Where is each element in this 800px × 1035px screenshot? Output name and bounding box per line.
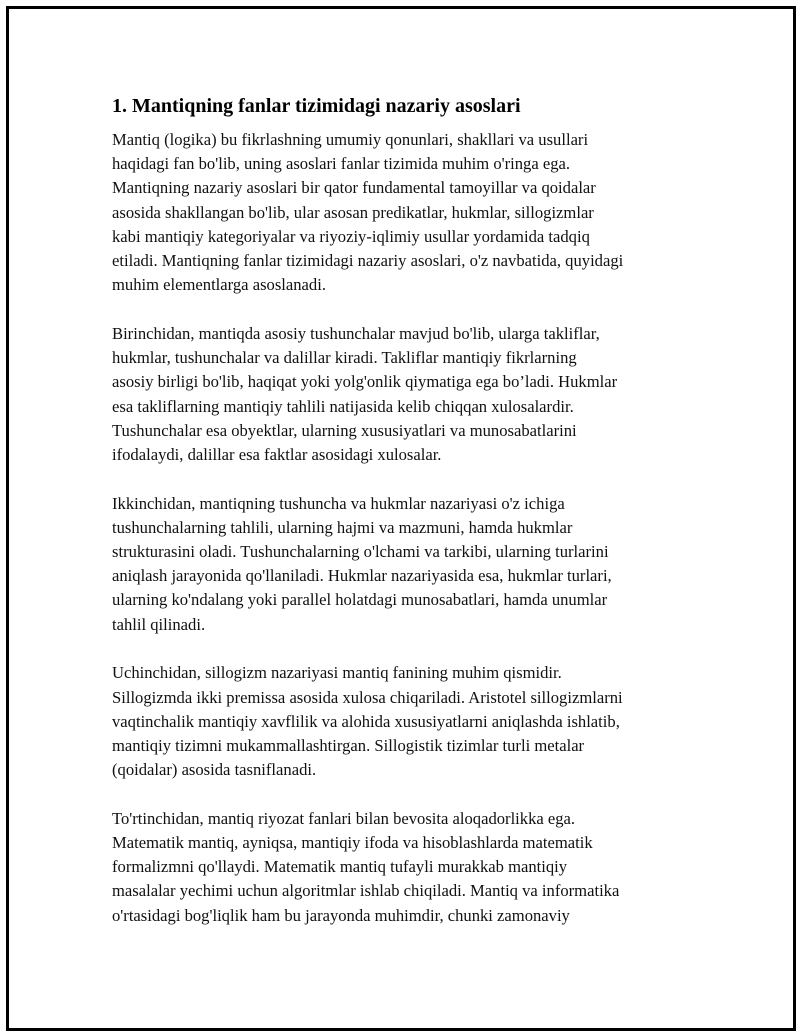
text-line: (qoidalar) asosida tasniflanadi.: [112, 760, 317, 780]
text-line: Mantiq (logika) bu fikrlashning umumiy qonunlari, shakllari va usullari: [112, 130, 589, 149]
text-line: hukmlar, tushunchalar va dalillar kiradi. Takliflar mantiqiy fikrlarning: [112, 348, 577, 368]
text-line: tahlil qilinadi.: [112, 614, 206, 634]
text-line: mantiqiy tizimni mukammallashtirgan. Sillogistik tizimlar turli metalar: [112, 735, 585, 755]
text-line: Birinchidan, mantiqda asosiy tushunchalar mavjud bo'lib, ularga takliflar,: [112, 323, 600, 343]
text-line: aniqlash jarayonida qo'llaniladi. Hukmlar nazariyasida esa, hukmlar turlari,: [112, 566, 612, 586]
text-line: ifodalaydi, dalillar esa faktlar asosidagi xulosalar.: [112, 444, 442, 464]
text-line: vaqtinchalik mantiqiy xavflilik va alohida xususiyatlarni aniqlashda ishlatib,: [112, 711, 620, 731]
text-line: etiladi. Mantiqning fanlar tizimidagi nazariy asoslari, o'z navbatida, quyidagi: [112, 251, 624, 271]
paragraph-second: [112, 492, 692, 637]
text-line: Sillogizmda ikki premissa asosida xulosa chiqariladi. Aristotel sillogizmlarni: [112, 687, 623, 707]
text-line: Matematik mantiq, ayniqsa, mantiqiy ifoda va hisoblashlarda matematik: [112, 833, 593, 853]
text-line: haqidagi fan bo'lib, uning asoslari fanlar tizimida muhim o'ringa ega.: [112, 154, 571, 174]
paragraph-third: [112, 661, 692, 782]
text-line: asosiy birligi bo'lib, haqiqat yoki yolg'onlik qiymatiga ega bo’ladi. Hukmlar: [112, 372, 618, 392]
text-line: tushunchalarning tahlili, ularning hajmi va mazmuni, hamda hukmlar: [112, 517, 573, 537]
text-line: Tushunchalar esa obyektlar, ularning xususiyatlari va munosabatlarini: [112, 420, 577, 440]
text-line: asosida shakllangan bo'lib, ular asosan predikatlar, hukmlar, sillogizmlar: [112, 202, 594, 222]
paragraph-first: [112, 322, 692, 467]
text-line: To'rtinchidan, mantiq riyozat fanlari bilan bevosita aloqadorlikka ega.: [112, 808, 576, 828]
text-line: o'rtasidagi bog'liqlik ham bu jarayonda muhimdir, chunki zamonaviy: [112, 905, 570, 925]
paragraph-fourth: [112, 807, 692, 928]
text-line: Ikkinchidan, mantiqning tushuncha va hukmlar nazariyasi o'z ichiga: [112, 493, 565, 513]
text-line: Mantiqning nazariy asoslari bir qator fundamental tamoyillar va qoidalar: [112, 178, 596, 198]
text-line: ularning ko'ndalang yoki parallel holatdagi munosabatlari, hamda unumlar: [112, 590, 608, 610]
section-title: 1. Mantiqning fanlar tizimidagi nazariy asoslari: [112, 95, 521, 117]
text-line: esa takliflarning mantiqiy tahlili natijasida kelib chiqqan xulosalardir.: [112, 396, 574, 416]
text-line: masalalar yechimi uchun algoritmlar ishlab chiqiladi. Mantiq va informatika: [112, 881, 620, 901]
paragraph-intro: [112, 128, 692, 297]
text-line: kabi mantiqiy kategoriyalar va riyoziy-iqlimiy usullar yordamida tadqiq: [112, 226, 590, 246]
text-line: muhim elementlarga asoslanadi.: [112, 275, 326, 295]
text-line: formalizmni qo'llaydi. Matematik mantiq tufayli murakkab mantiqiy: [112, 857, 568, 877]
text-line: Uchinchidan, sillogizm nazariyasi mantiq fanining muhim qismidir.: [112, 663, 562, 683]
text-line: strukturasini oladi. Tushunchalarning o'lchami va tarkibi, ularning turlarini: [112, 542, 609, 562]
document-body: [112, 93, 692, 952]
